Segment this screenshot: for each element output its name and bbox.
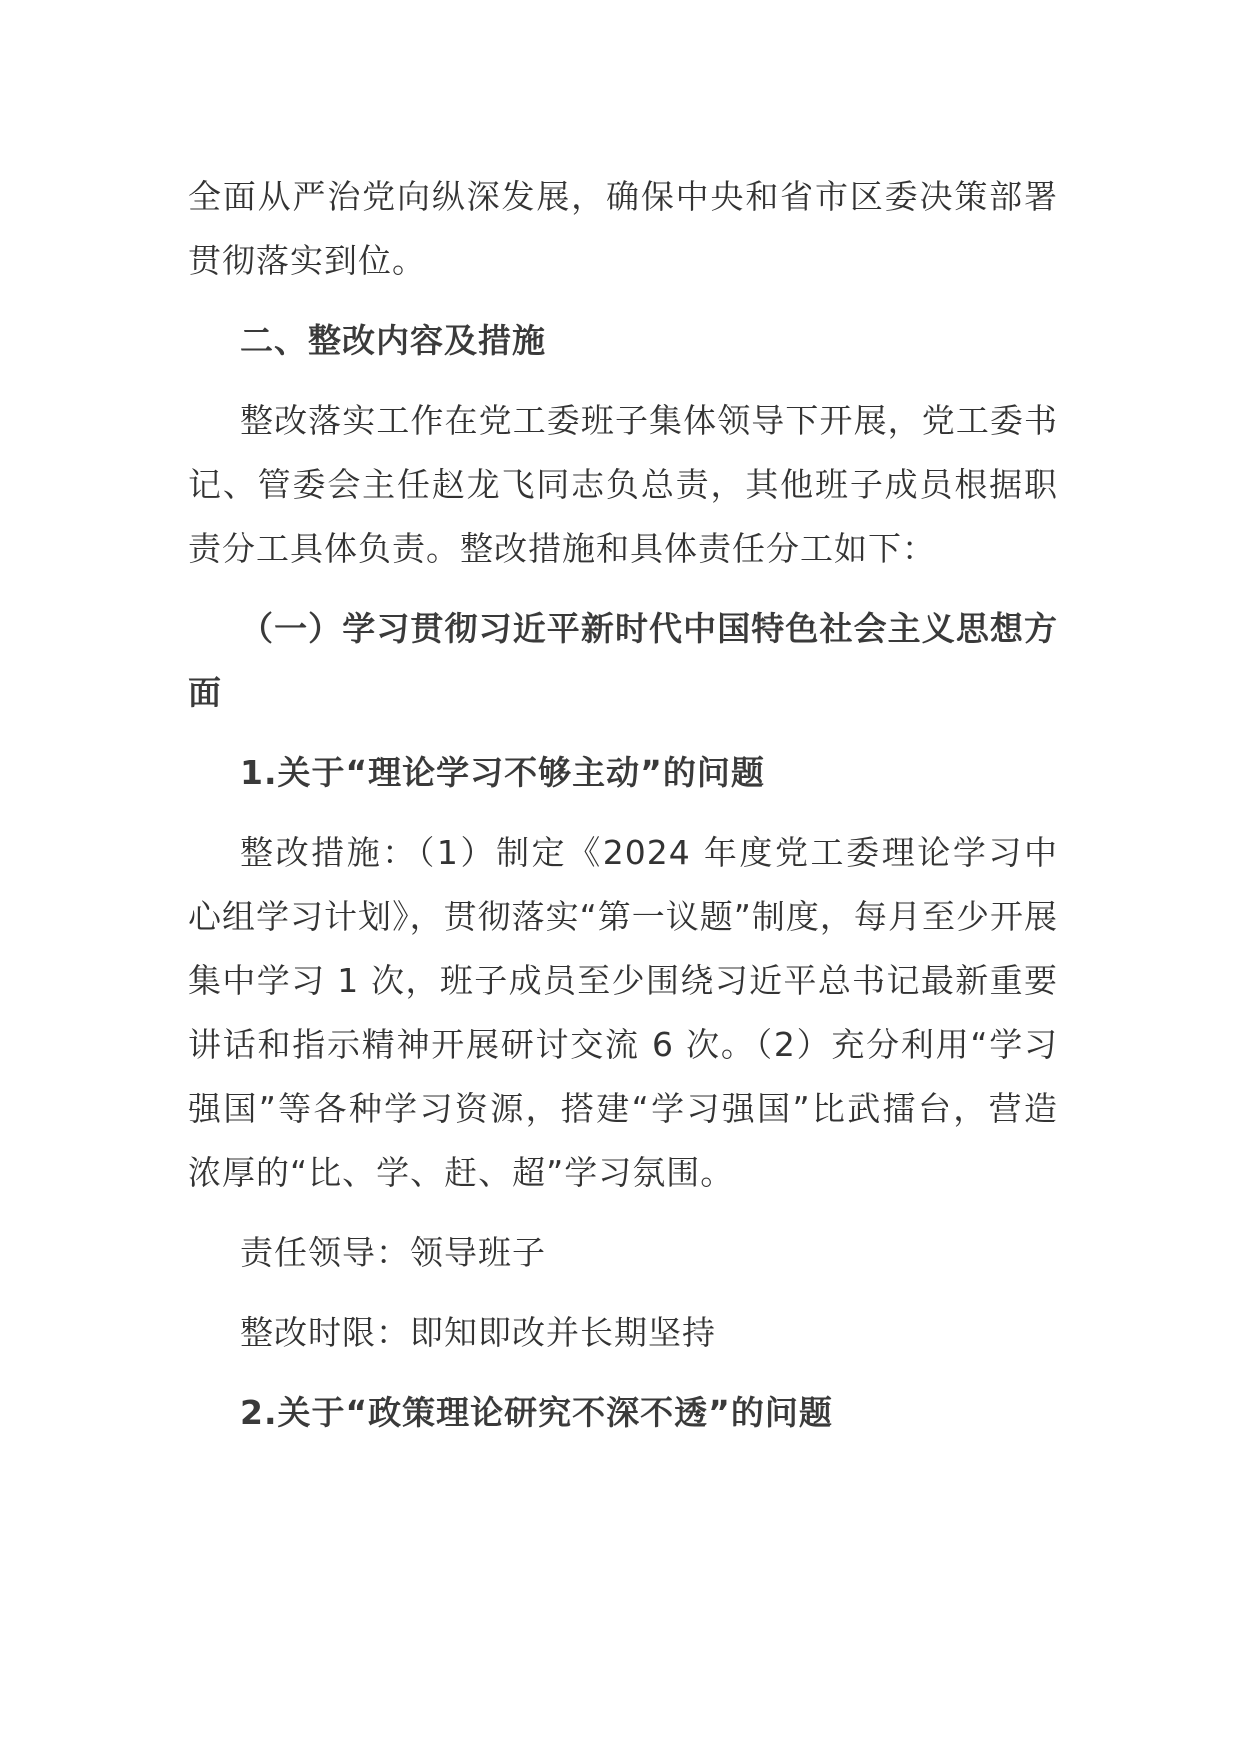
paragraph-continuation: 全面从严治党向纵深发展，确保中央和省市区委决策部署贯彻落实到位。 bbox=[188, 177, 1058, 280]
subsection-heading-study: （一）学习贯彻习近平新时代中国特色社会主义思想方面 bbox=[188, 609, 1058, 712]
paragraph-responsibility-intro: 整改落实工作在党工委班子集体领导下开展，党工委书记、管委会主任赵龙飞同志负总责，其他班子成员根据职责分工具体负责。整改措施和具体责任分工如下： bbox=[188, 401, 1058, 568]
responsible-leader-1: 责任领导：领导班子 bbox=[240, 1233, 546, 1272]
document-body bbox=[188, 165, 1058, 1461]
deadline-1: 整改时限：即知即改并长期坚持 bbox=[240, 1313, 716, 1352]
section-heading-rectification: 二、整改内容及措施 bbox=[240, 321, 546, 360]
issue-heading-1: 1.关于“理论学习不够主动”的问题 bbox=[240, 753, 765, 792]
issue-heading-2: 2.关于“政策理论研究不深不透”的问题 bbox=[240, 1393, 833, 1432]
paragraph-measures-1: 整改措施：（1）制定《2024 年度党工委理论学习中心组学习计划》，贯彻落实“第一议题”制度，每月至少开展集中学习 1 次，班子成员至少围绕习近平总书记最新重要讲话和指示精神开展研讨交流 6 次。（2）充分利用“学习强国”等各种学习资源，搭建“学习强国”比武擂台，营造浓厚的“比、学、赶、超”学习氛围。 bbox=[188, 833, 1058, 1192]
